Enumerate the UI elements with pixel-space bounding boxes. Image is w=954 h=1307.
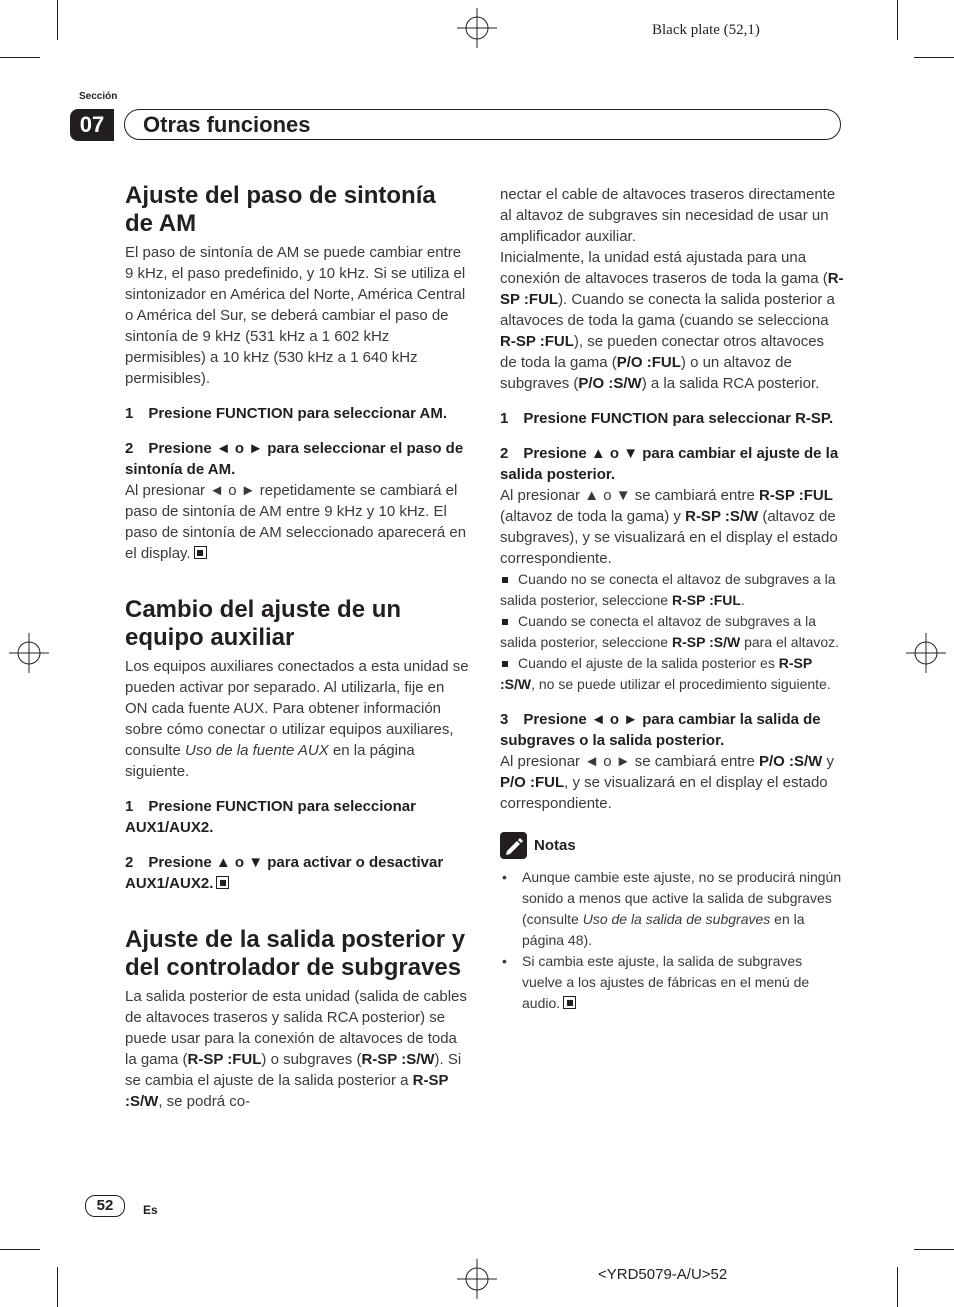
- crop-mark: [914, 1249, 954, 1250]
- left-column: [125, 182, 469, 1112]
- heading-rear-output: Ajuste de la salida posterior y del controlador de subgraves: [125, 926, 466, 981]
- rear-bullet-3: Cuando el ajuste de la salida posterior es R-SP :S/W, no se puede utilizar el procedimiento siguiente.: [500, 655, 831, 692]
- page-number: 52: [85, 1195, 125, 1217]
- aux-step-2: 2 Presione ▲ o ▼ para activar o desactivar AUX1/AUX2.: [125, 854, 444, 892]
- heading-am-step: Ajuste del paso de sintonía de AM: [125, 182, 436, 237]
- crop-mark: [57, 1267, 58, 1307]
- crop-mark: [0, 1249, 40, 1250]
- bullet-square-icon: [502, 619, 508, 625]
- crop-mark: [897, 0, 898, 40]
- registration-mark-icon: [9, 633, 49, 673]
- right-column: [500, 184, 844, 1014]
- am-step-1: 1 Presione FUNCTION para seleccionar AM.: [125, 405, 448, 422]
- note-item: • Si cambia este ajuste, la salida de subgraves vuelve a los ajustes de fábricas en el menú de audio.: [500, 951, 844, 1014]
- registration-mark-icon: [457, 1259, 497, 1299]
- bullet-square-icon: [502, 577, 508, 583]
- rear-step-3: 3 Presione ◄ o ► para cambiar la salida de subgraves o la salida posterior.: [500, 711, 821, 749]
- crop-mark: [57, 0, 58, 40]
- aux-step-1: 1 Presione FUNCTION para seleccionar AUX1/AUX2.: [125, 798, 416, 836]
- notes-title: Notas: [534, 837, 576, 854]
- end-of-section-icon: [194, 546, 207, 559]
- language-label: Es: [143, 1203, 158, 1217]
- rear-intro: La salida posterior de esta unidad (salida de cables de altavoces traseros y salida RCA posterior) se puede usar para la conexión de altavoces de toda la gama (R-SP :FUL) o subgraves (R-SP :S/W). Si se cambia el ajuste de la salida posterior a R-SP :S/W, se podrá co-: [125, 988, 467, 1110]
- crop-mark: [897, 1267, 898, 1307]
- end-of-section-icon: [563, 996, 576, 1009]
- document-code: <YRD5079-A/U>52: [598, 1266, 728, 1283]
- rear-bullet-2: Cuando se conecta el altavoz de subgraves a la salida posterior, seleccione R-SP :S/W para el altavoz.: [500, 613, 840, 650]
- rear-step-2: 2 Presione ▲ o ▼ para cambiar el ajuste de la salida posterior.: [500, 445, 839, 483]
- section-number-badge: 07: [70, 109, 114, 141]
- heading-aux: Cambio del ajuste de un equipo auxiliar: [125, 596, 402, 651]
- crop-mark: [0, 57, 40, 58]
- registration-mark-icon: [906, 633, 946, 673]
- end-of-section-icon: [216, 876, 229, 889]
- rear-step-1: 1 Presione FUNCTION para seleccionar R-SP.: [500, 410, 834, 427]
- am-step-2: 2 Presione ◄ o ► para seleccionar el paso de sintonía de AM.: [125, 440, 464, 478]
- rear-initial: Inicialmente, la unidad está ajustada para una conexión de altavoces traseros de toda la gama (R-SP :FUL). Cuando se conecta la salida posterior a altavoces de toda la gama (cuando se selecciona R-SP :FUL), se pueden conectar otros altavoces de toda la gama (P/O :FUL) o un altavoz de subgraves (P/O :S/W) a la salida RCA posterior.: [500, 249, 844, 392]
- rear-continued: nectar el cable de altavoces traseros directamente al altavoz de subgraves sin necesidad de usar un amplificador auxiliar.: [500, 186, 836, 245]
- crop-mark: [914, 57, 954, 58]
- bullet-square-icon: [502, 661, 508, 667]
- registration-mark-icon: [457, 8, 497, 48]
- aux-ref: Uso de la fuente AUX: [185, 742, 329, 759]
- pencil-note-icon: [500, 832, 527, 859]
- notes-header: [500, 832, 844, 859]
- section-title: Otras funciones: [143, 112, 311, 137]
- rear-bullet-1: Cuando no se conecta el altavoz de subgraves a la salida posterior, seleccione R-SP :FUL.: [500, 571, 836, 608]
- aux-intro: Los equipos auxiliares conectados a esta unidad se pueden activar por separado. Al utilizarla, fije en ON cada fuente AUX. Para obtener información sobre cómo conectar o utilizar equipos auxiliares, consulte Uso de la fuente AUX en la página siguiente.: [125, 658, 469, 780]
- plate-label: Black plate (52,1): [652, 22, 760, 38]
- rear-step-2-body: Al presionar ▲ o ▼ se cambiará entre R-SP :FUL (altavoz de toda la gama) y R-SP :S/W (altavoz de subgraves), y se visualizará en el display el estado correspondiente.: [500, 487, 838, 567]
- section-label: Sección: [79, 91, 118, 102]
- am-step-2-body: Al presionar ◄ o ► repetidamente se cambiará el paso de sintonía de AM entre 9 kHz y 10 kHz. El paso de sintonía de AM seleccionado aparecerá en el display.: [125, 482, 467, 562]
- rear-step-3-body: Al presionar ◄ o ► se cambiará entre P/O :S/W y P/O :FUL, y se visualizará en el display el estado correspondiente.: [500, 753, 834, 812]
- note-item: • Aunque cambie este ajuste, no se producirá ningún sonido a menos que active la salida de subgraves (consulte Uso de la salida de subgraves en la página 48).: [500, 867, 844, 951]
- am-intro: El paso de sintonía de AM se puede cambiar entre 9 kHz, el paso predefinido, y 10 kHz. Si se utiliza el sintonizador en América del Norte, América Central o América del Sur, se deberá cambiar el paso de sintonía de 9 kHz (531 kHz a 1 602 kHz permisibles) a 10 kHz (530 kHz a 1 640 kHz permisibles).: [125, 244, 466, 387]
- notes-list: [500, 867, 844, 1014]
